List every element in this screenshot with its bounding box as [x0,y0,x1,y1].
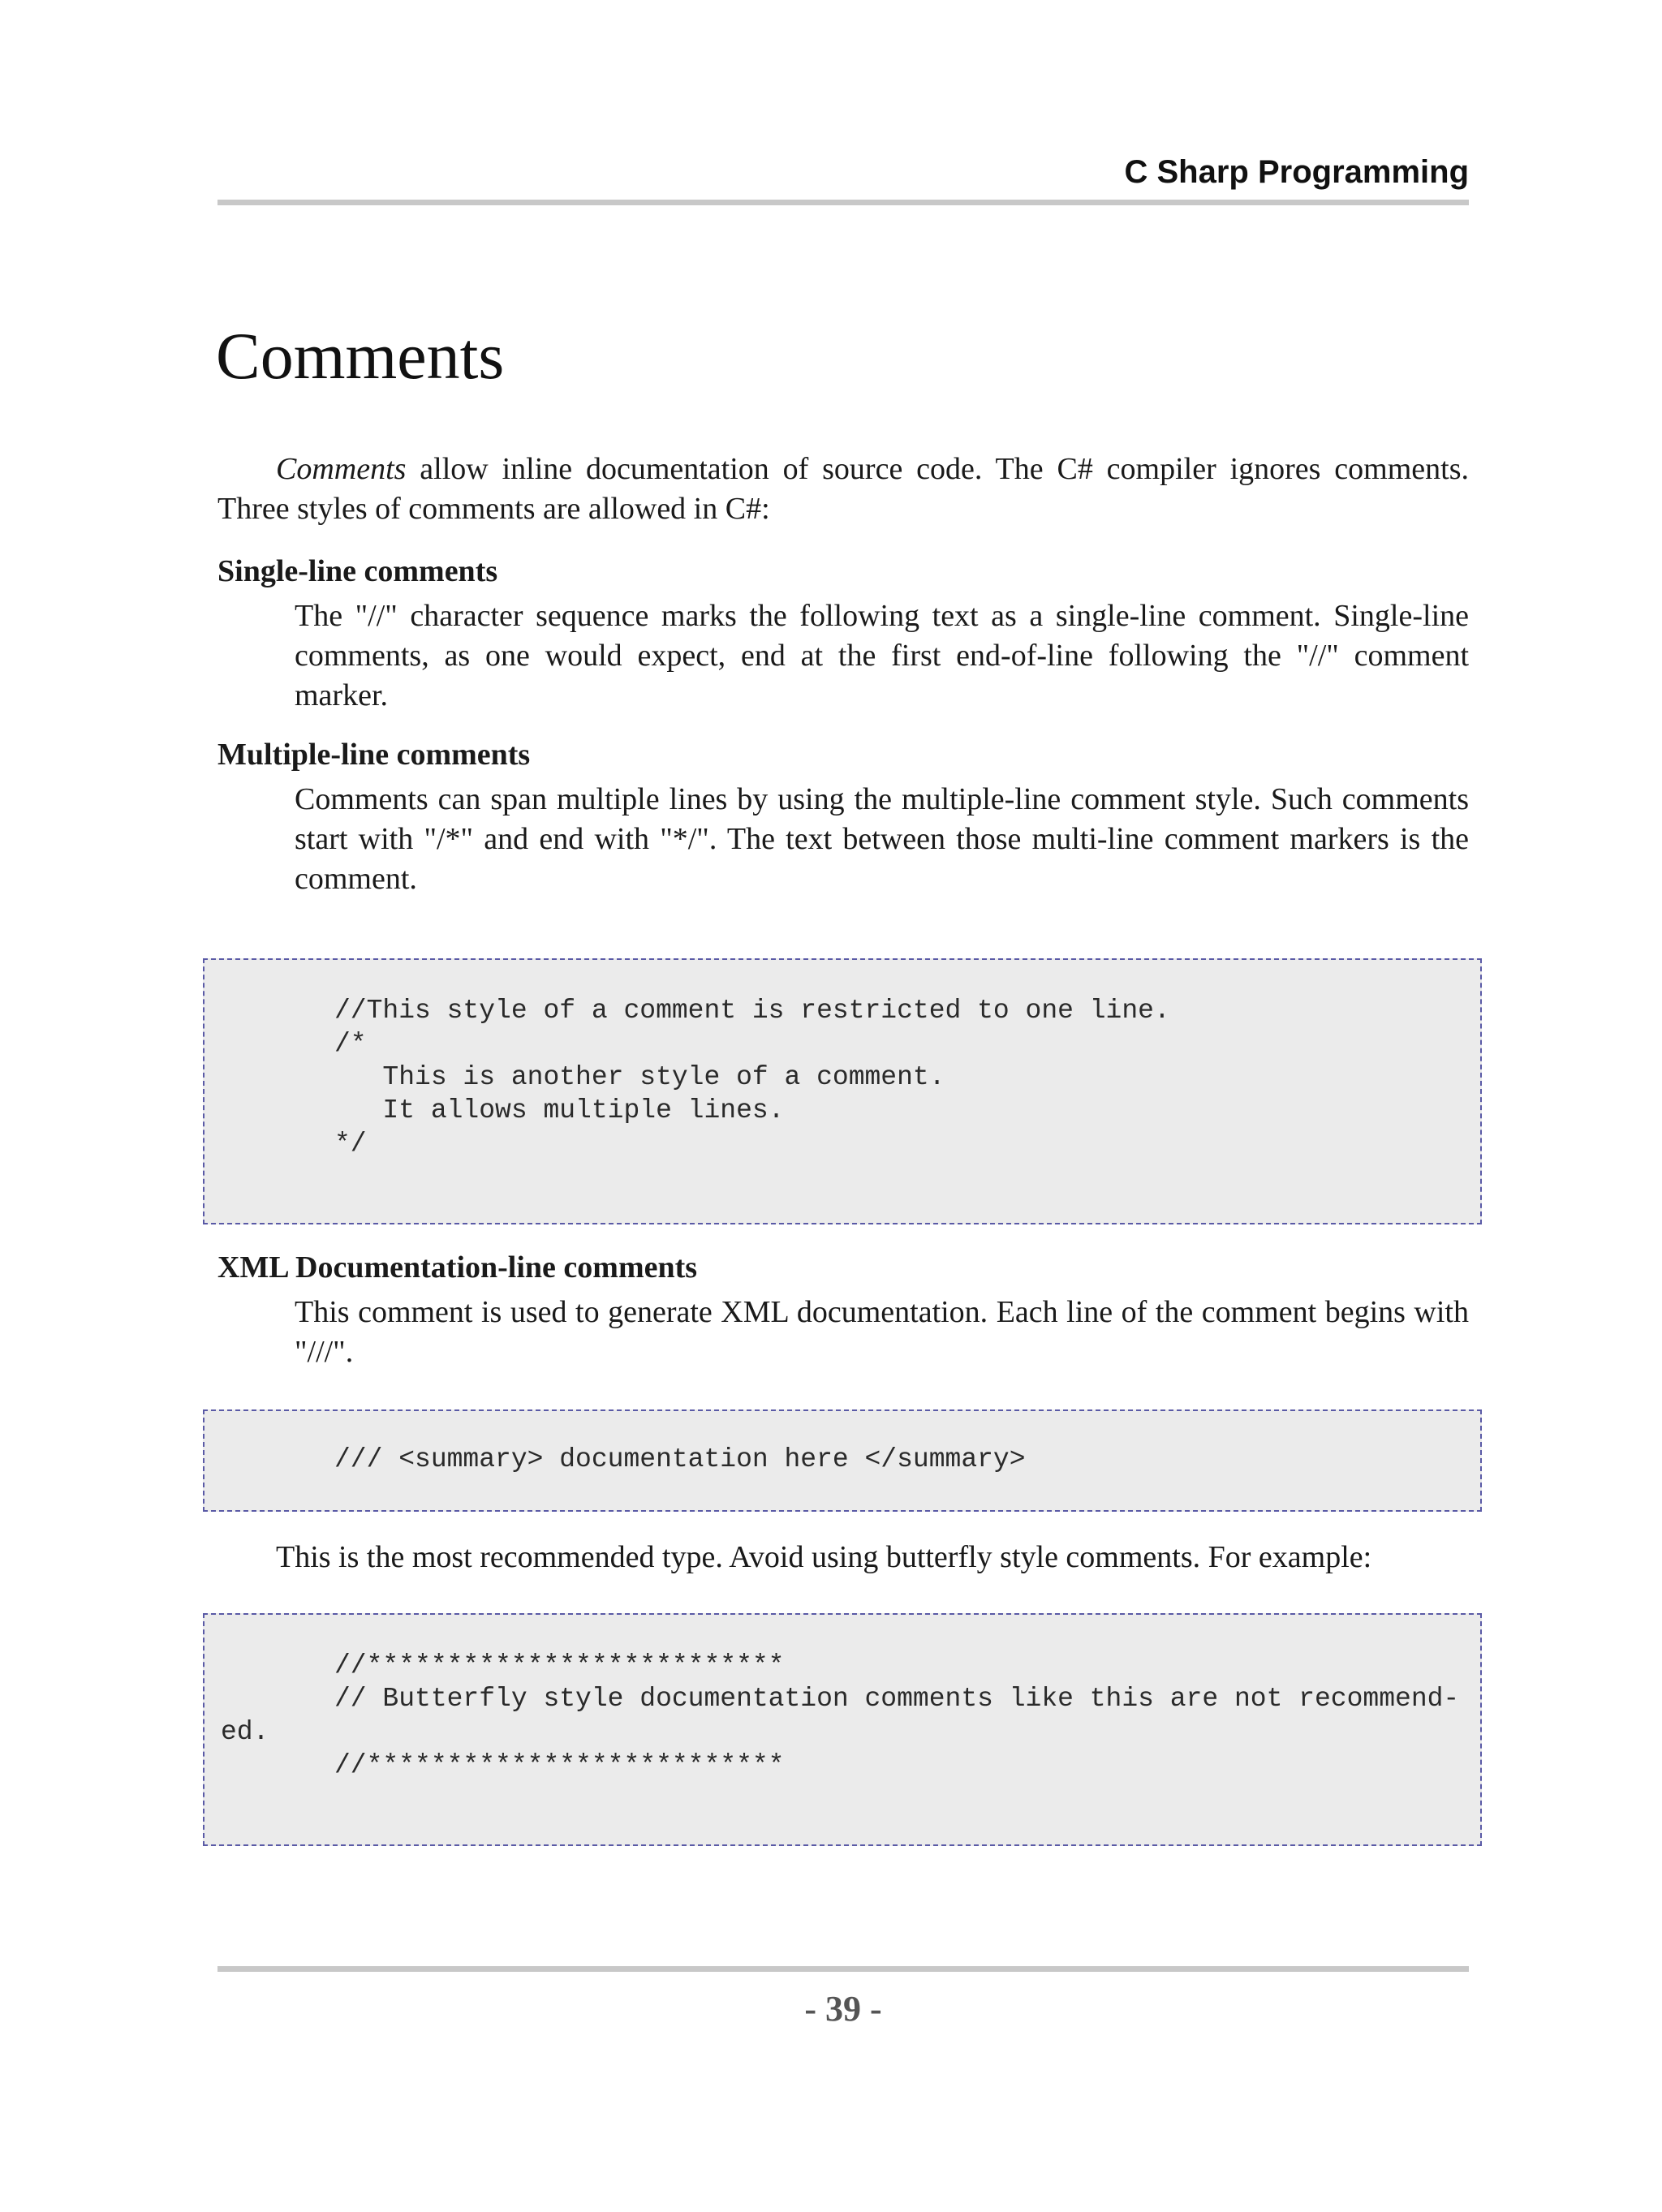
definition-multiple-line: Comments can span multiple lines by using the multiple-line comment style. Such comments start with "/*" and end with "*/". The text between those multi-line comment markers is the comment. [295,782,1469,896]
intro-text: allow inline documentation of source code. The C# compiler ignores comments. Three styles of comments are allowed in C#: [217,452,1469,526]
term-multiple-line: Multiple-line comments [217,738,531,772]
chapter-title: Comments [216,319,505,393]
running-header-title: C Sharp Programming [1124,154,1469,190]
code-line: /* [334,1029,367,1059]
definition-single-line: The "//" character sequence marks the following text as a single-line comment. Single-line comments, as one would expect, end at the first end-of-line following the "//" comment marker. [295,599,1469,712]
body-text [217,450,1469,899]
page-header [217,146,1469,205]
code-line: /// <summary> documentation here </summary> [334,1444,1026,1474]
code-line: //************************** [334,1650,785,1681]
body-text-xml [217,1248,1469,1372]
code-line: //************************** [334,1750,785,1780]
page-number: - 39 - [804,1989,882,2029]
body-text-recommendation [217,1538,1469,1577]
term-single-line: Single-line comments [217,554,498,588]
code-block-comment-styles [203,958,1482,1224]
code-line: //This style of a comment is restricted to one line. [334,996,1170,1026]
code-line: // Butterfly style documentation comments like this are not recommend- [334,1684,1460,1714]
term-xml-documentation: XML Documentation-line comments [217,1250,698,1285]
code-line-wrapped: ed. [221,1717,269,1747]
code-block-butterfly-comments [203,1613,1482,1846]
code-line: It allows multiple lines. [334,1095,785,1125]
recommendation-paragraph: This is the most recommended type. Avoid using butterfly style comments. For example: [276,1540,1372,1574]
code-line: This is another style of a comment. [334,1062,945,1092]
definition-xml-documentation: This comment is used to generate XML documentation. Each line of the comment begins with "///". [295,1295,1469,1369]
intro-term: Comments [276,452,407,486]
page-footer [217,1966,1469,2029]
intro-paragraph [217,450,1469,529]
code-block-xml-summary [203,1409,1482,1512]
code-line: */ [334,1129,367,1159]
